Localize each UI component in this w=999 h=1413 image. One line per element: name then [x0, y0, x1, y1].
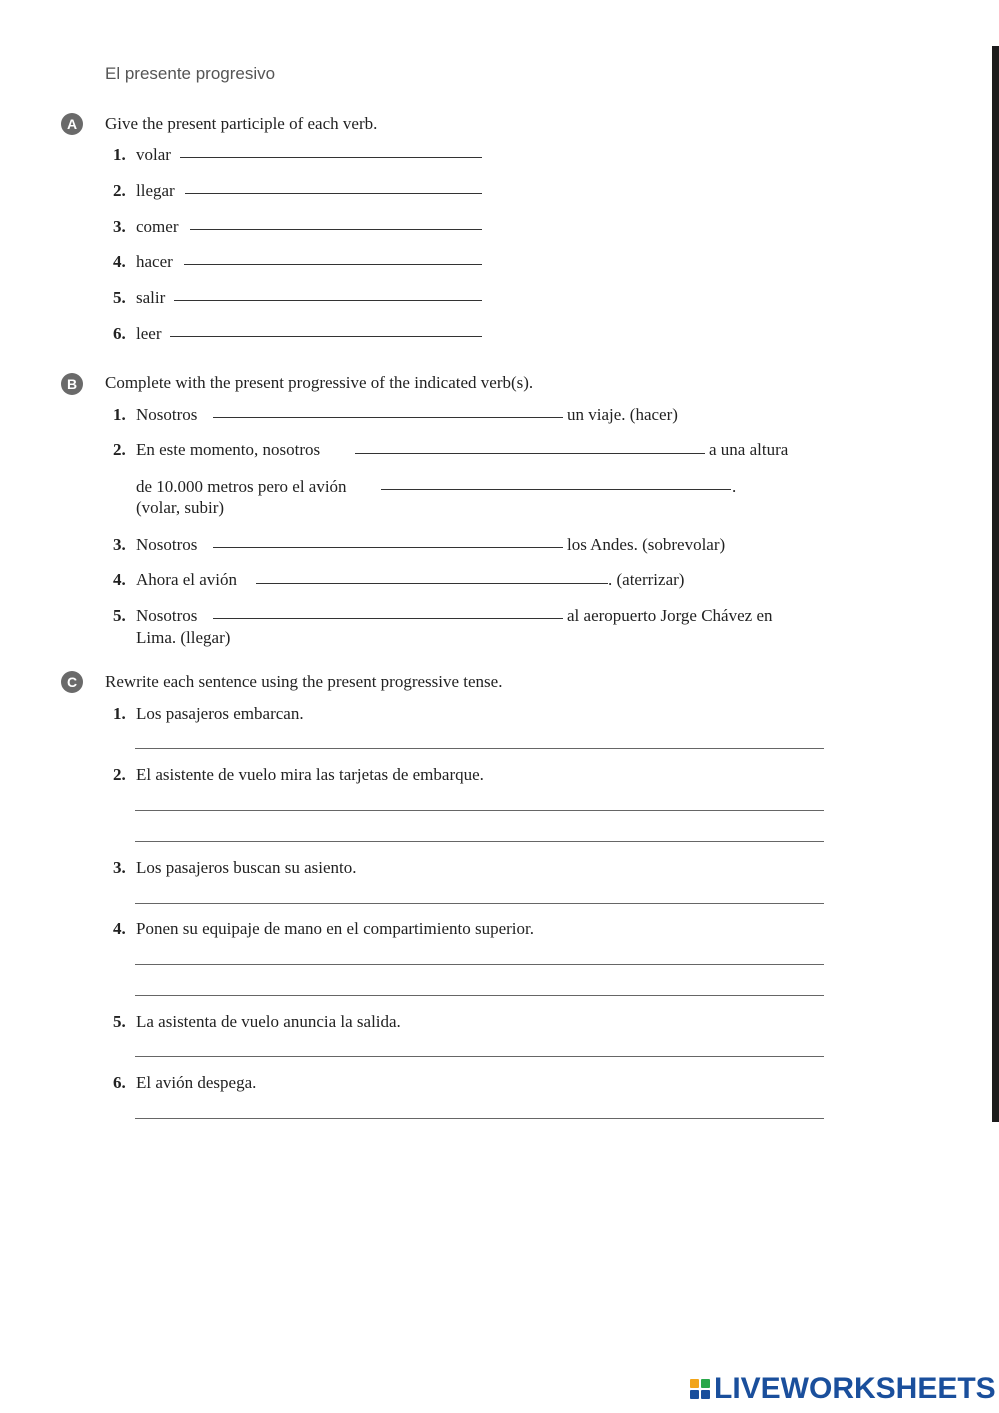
a-item-number: 6.: [113, 324, 126, 343]
a-item-verb: hacer: [136, 252, 173, 271]
a-answer-blank-6[interactable]: [170, 336, 482, 337]
c-answer-line-2a[interactable]: [135, 810, 824, 811]
c-answer-line-3[interactable]: [135, 903, 824, 904]
b-answer-blank-2a[interactable]: [355, 453, 705, 454]
c-item-sentence: Ponen su equipaje de mano en el compartimiento superior.: [136, 919, 534, 938]
a-answer-blank-1[interactable]: [180, 157, 482, 158]
b-item-text-after: a una altura: [709, 440, 789, 459]
a-item-verb: leer: [136, 324, 162, 343]
b-answer-blank-5[interactable]: [213, 618, 563, 619]
c-answer-line-4b[interactable]: [135, 995, 824, 996]
c-item-sentence: El asistente de vuelo mira las tarjetas de embarque.: [136, 765, 484, 784]
section-b-badge: B: [61, 373, 83, 395]
b-answer-blank-4[interactable]: [256, 583, 608, 584]
a-answer-blank-5[interactable]: [174, 300, 482, 301]
c-item-number: 3.: [113, 858, 126, 877]
b-answer-blank-2b[interactable]: [381, 489, 731, 490]
section-c-instruction: Rewrite each sentence using the present progressive tense.: [105, 672, 503, 691]
c-item-sentence: Los pasajeros buscan su asiento.: [136, 858, 357, 877]
b-item-number: 2.: [113, 440, 126, 459]
c-answer-line-1[interactable]: [135, 748, 824, 749]
b-item-text-line2: de 10.000 metros pero el avión: [136, 477, 347, 496]
a-item-verb: llegar: [136, 181, 175, 200]
a-item-verb: salir: [136, 288, 166, 307]
c-item-number: 2.: [113, 765, 126, 784]
b-item-text-after: al aeropuerto Jorge Chávez en: [567, 606, 773, 625]
b-item-number: 5.: [113, 606, 126, 625]
liveworksheets-logo-text: LIVEWORKSHEETS: [714, 1372, 996, 1405]
worksheet-title: El presente progresivo: [105, 64, 276, 83]
a-item-verb: comer: [136, 217, 179, 236]
section-a-instruction: Give the present participle of each verb.: [105, 114, 378, 133]
section-b-instruction: Complete with the present progressive of the indicated verb(s).: [105, 373, 534, 392]
liveworksheets-logo[interactable]: [690, 1372, 996, 1406]
b-item-text-after: los Andes. (sobrevolar): [567, 535, 726, 554]
c-item-sentence: El avión despega.: [136, 1073, 257, 1092]
b-item-text-line2-after: .: [732, 477, 737, 496]
b-item-text-before: Ahora el avión: [136, 570, 238, 589]
b-item-text-before: Nosotros: [136, 606, 198, 625]
a-item-number: 5.: [113, 288, 126, 307]
b-item-text-after: . (aterrizar): [608, 570, 685, 589]
c-item-number: 5.: [113, 1012, 126, 1031]
a-item-number: 4.: [113, 252, 126, 271]
a-item-number: 1.: [113, 145, 126, 164]
a-answer-blank-2[interactable]: [185, 193, 482, 194]
c-item-number: 6.: [113, 1073, 126, 1092]
a-item-verb: volar: [136, 145, 171, 164]
a-item-number: 2.: [113, 181, 126, 200]
c-answer-line-5[interactable]: [135, 1056, 824, 1057]
liveworksheets-logo-icon: [690, 1379, 710, 1399]
c-answer-line-2b[interactable]: [135, 841, 824, 842]
c-answer-line-4a[interactable]: [135, 964, 824, 965]
a-item-number: 3.: [113, 217, 126, 236]
b-answer-blank-3[interactable]: [213, 547, 563, 548]
page-edge-shadow: [992, 46, 999, 1122]
b-item-text-before: En este momento, nosotros: [136, 440, 321, 459]
c-answer-line-6[interactable]: [135, 1118, 824, 1119]
b-item-text-before: Nosotros: [136, 535, 198, 554]
a-answer-blank-4[interactable]: [184, 264, 482, 265]
c-item-number: 4.: [113, 919, 126, 938]
b-item-text-after: un viaje. (hacer): [567, 405, 678, 424]
b-item-verbs-hint: (volar, subir): [136, 498, 225, 517]
b-item-text-line2: Lima. (llegar): [136, 628, 231, 647]
b-item-text-before: Nosotros: [136, 405, 198, 424]
a-answer-blank-3[interactable]: [190, 229, 482, 230]
b-item-number: 3.: [113, 535, 126, 554]
b-item-number: 1.: [113, 405, 126, 424]
c-item-sentence: La asistenta de vuelo anuncia la salida.: [136, 1012, 401, 1031]
b-answer-blank-1[interactable]: [213, 417, 563, 418]
c-item-number: 1.: [113, 704, 126, 723]
b-item-number: 4.: [113, 570, 126, 589]
section-a-badge: A: [61, 113, 83, 135]
section-c-badge: C: [61, 671, 83, 693]
c-item-sentence: Los pasajeros embarcan.: [136, 704, 304, 723]
